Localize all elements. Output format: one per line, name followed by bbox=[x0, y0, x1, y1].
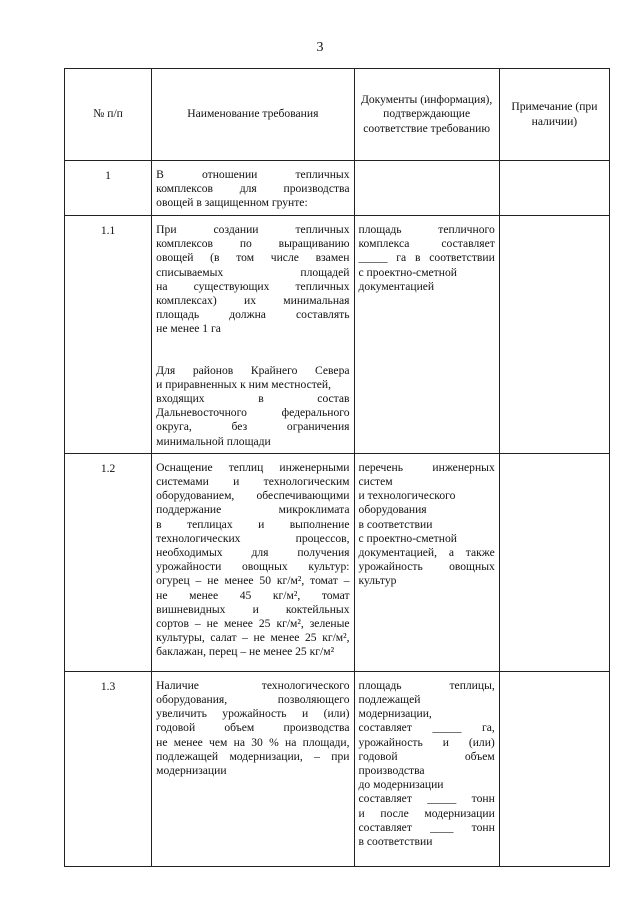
header-num: № п/п bbox=[65, 69, 152, 161]
table-header-row bbox=[65, 69, 610, 161]
note-cell bbox=[499, 216, 609, 454]
table-row bbox=[65, 161, 610, 216]
requirement-cell: При создании тепличных комплексов по выращиванию овощей (в том числе взамен списываемых площадей на существующих тепличных комплексах) их минимальная площадь должна составлять не менее 1 га Для районов Крайнего Севера и приравненных к ним местностей, входящих в состав Дальневосточного федерального округа, без ограничения минимальной площади bbox=[152, 216, 354, 454]
requirements-table bbox=[64, 68, 610, 867]
requirement-cell: Оснащение теплиц инженерными системами и технологическим оборудованием, обеспечивающими поддержание микроклимата в теплицах и выполнение технологических процессов, необходимых для получения урожайности овощных культур: огурец – не менее 50 кг/м², томат – не менее 45 кг/м², томат вишневидных и коктейльных сортов – не менее 25 кг/м², зеленые культуры, салат – не менее 25 кг/м², баклажан, перец – не менее 25 кг/м² bbox=[152, 453, 354, 671]
requirement-cell: В отношении тепличных комплексов для производства овощей в защищенном грунте: bbox=[152, 161, 354, 216]
documents-cell: площадь теплицы, подлежащей модернизации, составляет _____ га, урожайность и (или) годовой объем производства до модернизации составляет _____ тонн и после модернизации составляет ____ тонн в соответствии bbox=[354, 671, 499, 866]
note-cell bbox=[499, 161, 609, 216]
requirement-cell: Наличие технологического оборудования, позволяющего увеличить урожайность и (или) годовой объем производства не менее чем на 30 % на площади, подлежащей модернизации, – при модернизации bbox=[152, 671, 354, 866]
table-row bbox=[65, 453, 610, 671]
header-name: Наименование требования bbox=[152, 69, 354, 161]
documents-cell bbox=[354, 161, 499, 216]
header-note: Примечание (при наличии) bbox=[499, 69, 609, 161]
note-cell bbox=[499, 453, 609, 671]
row-number: 1.2 bbox=[65, 453, 152, 671]
note-cell bbox=[499, 671, 609, 866]
row-number: 1 bbox=[65, 161, 152, 216]
documents-cell: площадь тепличного комплекса составляет _____ га в соответствии с проектно-сметной документацией bbox=[354, 216, 499, 454]
table-row bbox=[65, 216, 610, 454]
row-number: 1.1 bbox=[65, 216, 152, 454]
documents-cell: перечень инженерных систем и технологического оборудования в соответствии с проектно-сметной документацией, а также урожайность овощных культур bbox=[354, 453, 499, 671]
row-number: 1.3 bbox=[65, 671, 152, 866]
page-number: 3 bbox=[316, 40, 324, 55]
table-row bbox=[65, 671, 610, 866]
header-docs: Документы (информация), подтверждающие соответствие требованию bbox=[354, 69, 499, 161]
